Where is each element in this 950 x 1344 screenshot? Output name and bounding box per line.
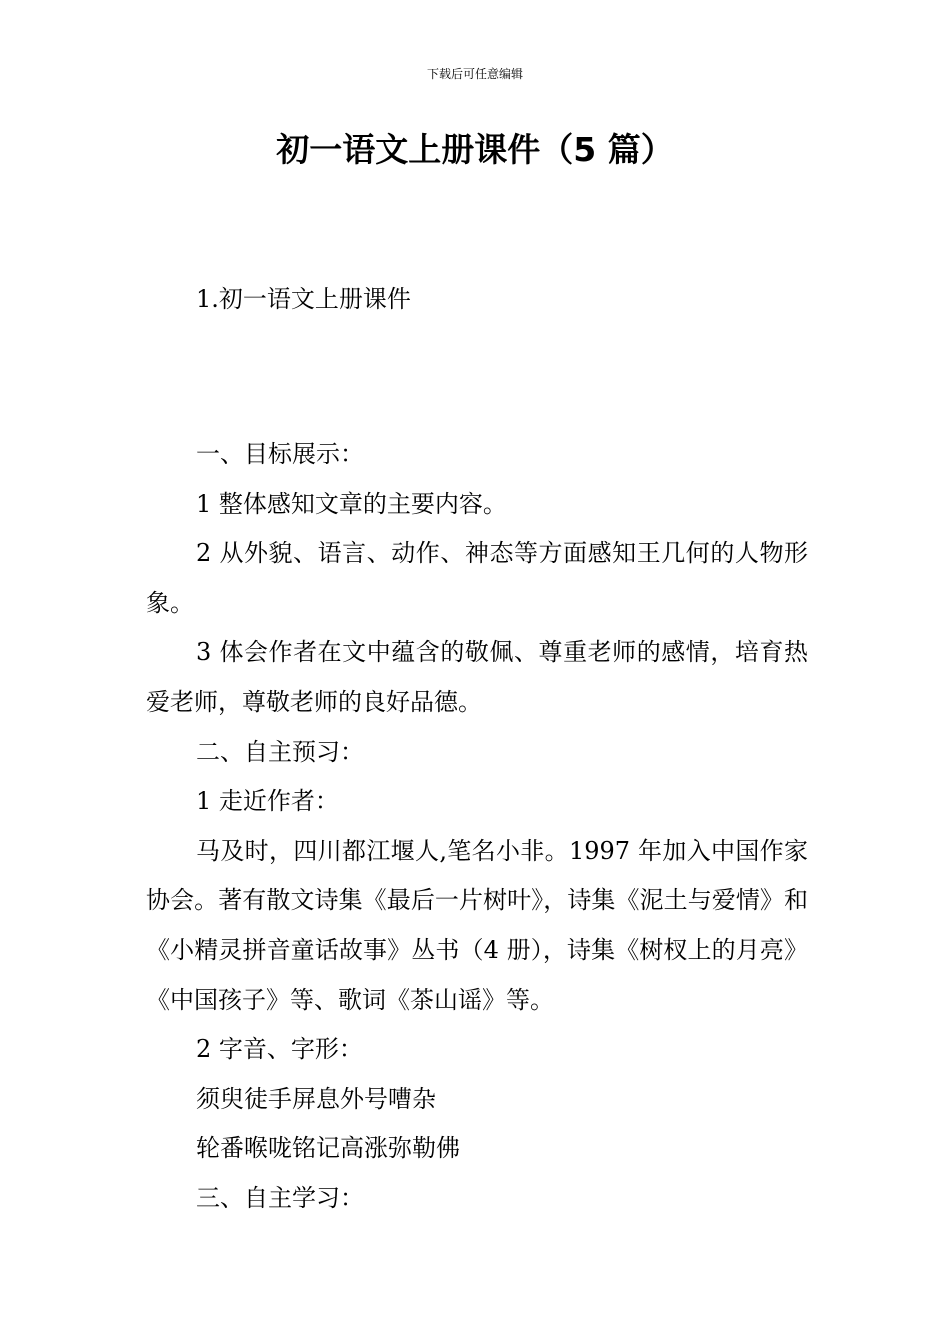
body-text: [146, 430, 808, 1224]
document-title: 初一语文上册课件（5 篇）: [276, 130, 674, 169]
paragraph-author-bio: 马及时，四川都江堰人,笔名小非。1997 年加入中国作家协会。著有散文诗集《最后一片树叶》，诗集《泥土与爱情》和《小精灵拼音童话故事》丛书（4 册），诗集《树杈上的月亮》《中国孩子》等、歌词《茶山谣》等。: [146, 836, 808, 1014]
paragraph-goal-1: 1 整体感知文章的主要内容。: [196, 489, 507, 518]
paragraph-preview-heading: 二、自主预习：: [196, 737, 364, 766]
paragraph-self-study-heading: 三、自主学习：: [196, 1183, 364, 1212]
paragraph-vocab-2: 轮番喉咙铭记高涨弥勒佛: [196, 1134, 460, 1163]
paragraph-pronunciation-heading: 2 字音、字形：: [196, 1035, 363, 1064]
section-heading: 1.初一语文上册课件: [196, 285, 411, 313]
paragraph-vocab-1: 须臾徒手屏息外号嘈杂: [196, 1084, 436, 1113]
paragraph-goal-3: 3 体会作者在文中蕴含的敬佩、尊重老师的感情，培育热爱老师，尊敬老师的良好品德。: [146, 638, 808, 716]
paragraph-goals-heading: 一、目标展示：: [196, 440, 364, 468]
paragraph-goal-2: 2 从外貌、语言、动作、神态等方面感知王几何的人物形象。: [146, 539, 808, 617]
header-note: 下载后可任意编辑: [426, 67, 523, 81]
paragraph-author-heading: 1 走近作者：: [196, 787, 339, 816]
